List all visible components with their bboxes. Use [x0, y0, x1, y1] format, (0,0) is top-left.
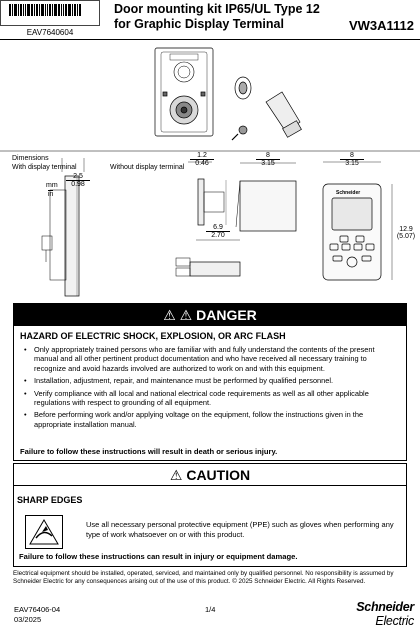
warning-triangle-icon: ⚠ [169, 467, 183, 483]
title-line-1: Door mounting kit IP65/UL Type 12 [114, 2, 320, 16]
schneider-logo [328, 600, 414, 634]
list-item: • Before performing work and/or applying voltage on the equipment, follow the instructions given in the appropriate installation manual. [20, 410, 400, 429]
danger-box [13, 303, 407, 461]
danger-label: DANGER [196, 307, 257, 323]
sharp-edges-icon [25, 515, 63, 549]
logo-top-text: Schneider [356, 600, 414, 614]
screw-shape [239, 126, 247, 134]
doc-number: EAV76406-04 [14, 605, 61, 614]
units-mm: mm [46, 182, 58, 189]
with-terminal-label: With display terminal [12, 164, 77, 171]
terminal-brand: Schneider [336, 190, 361, 196]
page-title [114, 2, 320, 32]
warning-triangle-icon: ⚠ ⚠ [163, 307, 193, 323]
legal-text: Electrical equipment should be installed, operated, serviced, and maintained only by qualified personnel. No responsibility is assumed by Schneider Electric for any consequences arising out of the use of this product. © 2025 Schneider Electric. All Rights Reserved. [13, 570, 394, 586]
dim-2: 1.2 0.46 [190, 152, 214, 167]
danger-header [14, 304, 406, 326]
dimensions-label: Dimensions [12, 155, 49, 162]
dim-3: 8 3.15 [256, 152, 280, 167]
page-number: 1/4 [205, 605, 216, 614]
units-in: in [48, 191, 54, 198]
without-terminal-label: Without display terminal [110, 164, 185, 171]
doc-date: 03/2025 [14, 615, 42, 624]
product-reference: VW3A1112 [348, 18, 414, 33]
danger-list [20, 345, 400, 432]
dim-6: 12.9 (5.07) [396, 226, 416, 240]
caution-box [13, 463, 407, 567]
technical-drawing [0, 40, 420, 300]
dim-4: 8 3.15 [340, 152, 364, 167]
doc-code: EAV7640604 [26, 28, 74, 37]
dim-1: 2.5 0.98 [66, 173, 90, 188]
title-line-2: for Graphic Display Terminal [114, 17, 284, 31]
barcode-box [0, 0, 100, 26]
list-item: • Only appropriately trained persons who are familiar with and fully understand the contents of the present manual and all other pertinent product documentation and who have received all necessary training to recognize and avoid hazards involved are authorized to work on and with this equipment. [20, 345, 400, 373]
danger-footer: Failure to follow these instructions will result in death or serious injury. [20, 447, 278, 456]
caution-footer: Failure to follow these instructions can result in injury or equipment damage. [19, 552, 298, 561]
bottom-view-without-terminal [190, 262, 240, 276]
danger-heading: HAZARD OF ELECTRIC SHOCK, EXPLOSION, OR ARC FLASH [20, 331, 286, 341]
list-item: • Installation, adjustment, repair, and maintenance must be performed by qualified personnel. [20, 376, 400, 385]
caution-label: CAUTION [186, 467, 251, 483]
list-item: • Verify compliance with all local and national electrical code requirements as well as all other applicable regulations with respect to grounding of all equipment. [20, 389, 400, 408]
dim-5: 6.9 2.70 [206, 224, 230, 239]
logo-bottom-text: Electric [375, 614, 414, 628]
side-view-without-terminal [198, 179, 204, 225]
front-frame-shape [240, 181, 296, 231]
doc-footer [14, 605, 60, 625]
caution-header [14, 464, 406, 486]
caution-text: Use all necessary personal protective equipment (PPE) such as gloves when performing any type of work whatsoever on or with this product. [86, 520, 394, 539]
barcode-icon [9, 4, 91, 16]
caution-heading: SHARP EDGES [17, 495, 83, 505]
